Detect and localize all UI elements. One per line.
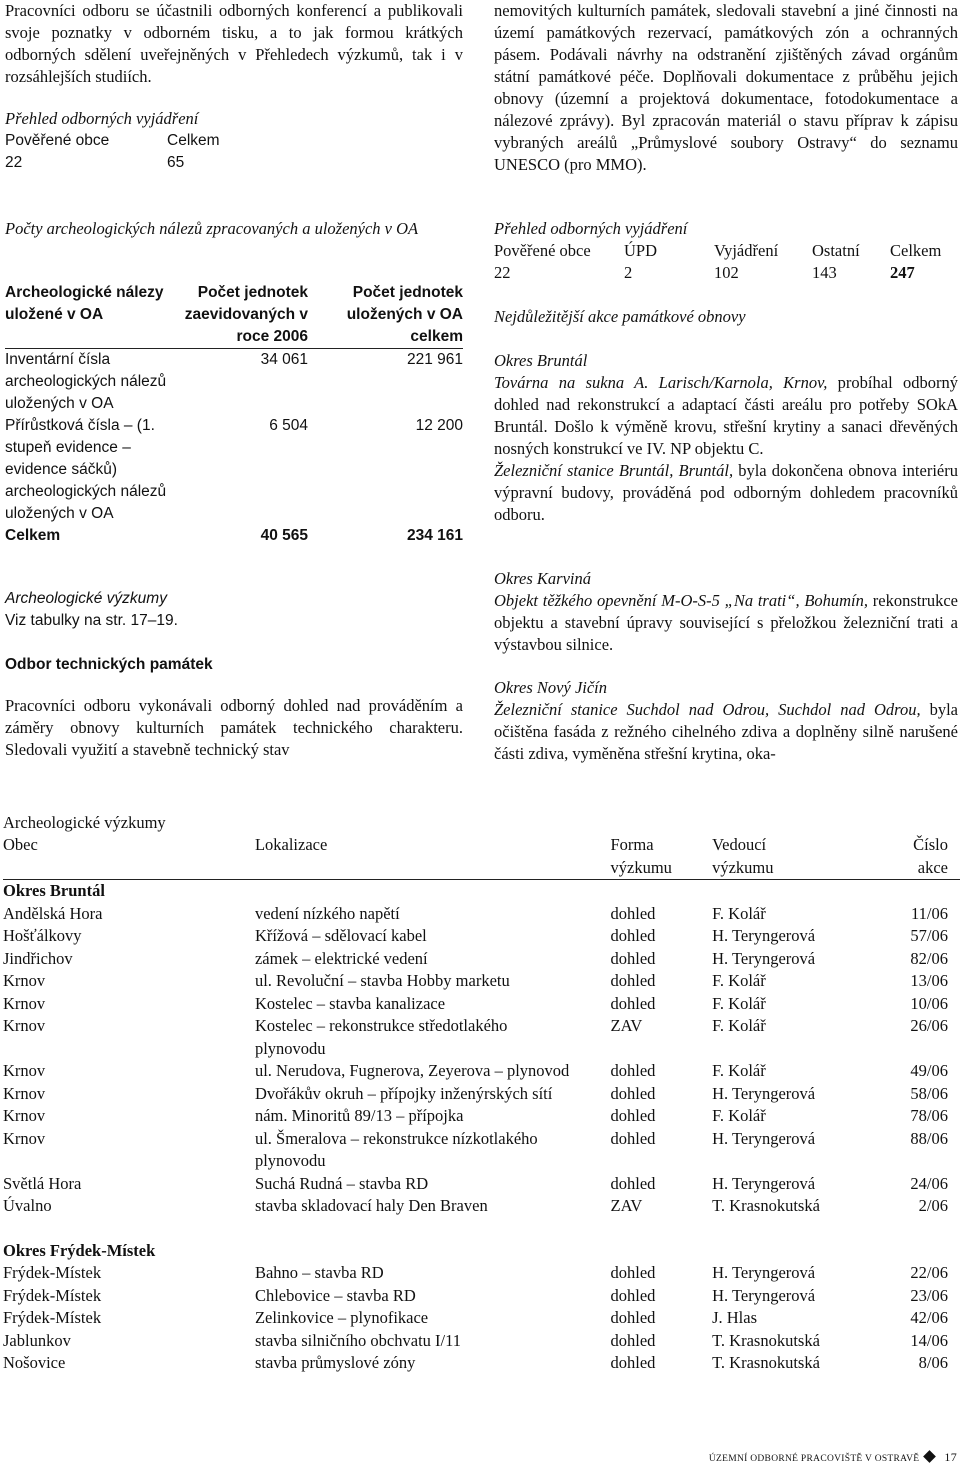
arch-title-left: Archeologické výzkumy (5, 590, 167, 607)
cell-lok: ul. Šmeralova – rekonstrukce nízkotlakého plynovodu (254, 1128, 538, 1170)
cell-cislo: 11/06 (911, 903, 948, 923)
cont-paragraph: nemovitých kulturních památek, sledovali stavební a jiné činnosti na území památkových rezervací, památkových zón a ochranných pásem. Podávali návrhy na odstranění zjištěných závad orgánům státní památkové péče. Doplňovali dokumentace z průběhu jejich obnovy (územní a projektová dokumentace, fotodokumentace a nálezové zprávy). Byl zpracován materiál o stavu příprav k zápisu vybraných areálů „Průmyslové soubory Ostravy“ do seznamu UNESCO (pro MMO). (494, 1, 958, 174)
cell-ved: F. Kolář (712, 1016, 766, 1035)
cell-cislo: 26/06 (910, 1016, 948, 1035)
cell-forma: dohled (610, 1285, 656, 1305)
cell-obec: Krnov (3, 1128, 46, 1148)
cell-obec: Světlá Hora (3, 1173, 82, 1193)
prehled-r-v3: 102 (714, 263, 739, 282)
oa-row (5, 349, 463, 416)
hdr-vedouci (712, 834, 864, 880)
district-cell: Okres Frýdek-Místek (3, 1240, 156, 1260)
cell-ved: H. Teryngerová (712, 1285, 816, 1305)
cell-ved: H. Teryngerová (712, 926, 816, 945)
hdr-forma (611, 834, 713, 880)
left-column (5, 0, 463, 759)
cell-cislo: 14/06 (910, 1330, 948, 1350)
prehled-v1: 22 (5, 154, 23, 171)
table-row (3, 903, 960, 926)
cell-cislo: 57/06 (910, 926, 948, 945)
cell-ved: F. Kolář (712, 1106, 766, 1125)
hdr-cislo-2: akce (917, 857, 948, 877)
table-row (3, 1307, 960, 1330)
akce-item (494, 590, 958, 656)
cell-lok: ul. Nerudova, Fugnerova, Zeyerova – plynovod (254, 1061, 570, 1080)
cell-forma: dohled (610, 1308, 656, 1327)
oa-row-b: 221 961 (406, 351, 463, 368)
cell-lok: vedení nízkého napětí (254, 903, 400, 923)
arch-text-left: Viz tabulky na str. 17–19. (5, 612, 178, 629)
oa-table (5, 282, 463, 547)
right-column (494, 0, 958, 763)
tech-paragraph: Pracovníci odboru vykonávali odborný dohled nad prováděním a záměry obnovy kulturních památek technického charakteru. Sledovali využití a stavebně technický stav (5, 696, 463, 759)
table-row (3, 1015, 960, 1060)
cell-cislo: 10/06 (910, 993, 948, 1013)
cell-ved: H. Teryngerová (712, 1173, 816, 1193)
akce-item-text: byla dokončena obnova interiéru výpravní budovy, prováděná pod odborným dohledem pracovníků odboru. (494, 461, 958, 524)
cell-forma: dohled (610, 1173, 656, 1193)
oa-row-a: 34 061 (260, 351, 308, 368)
akce-title: Nejdůležitější akce památkové obnovy (494, 307, 746, 326)
cell-obec: Krnov (3, 1106, 46, 1125)
cell-ved: F. Kolář (712, 971, 766, 990)
cell-lok: zámek – elektrické vedení (254, 948, 428, 968)
table-row (3, 1173, 960, 1196)
akce-item (494, 699, 958, 765)
cell-obec: Krnov (3, 1061, 46, 1080)
footer-text: ÚZEMNÍ ODBORNÉ PRACOVIŠTĚ V OSTRAVĚ (708, 1454, 920, 1464)
akce-item-title: Železniční stanice Suchdol nad Odrou, Suchdol nad Odrou, (494, 700, 921, 719)
cell-cislo: 58/06 (910, 1083, 948, 1103)
cell-cislo: 8/06 (918, 1353, 948, 1372)
table-row (3, 1195, 960, 1218)
cell-cislo: 82/06 (910, 948, 948, 968)
oa-row (5, 415, 463, 525)
prehled-title-left: Přehled odborných vyjádření (5, 109, 199, 128)
cell-forma: dohled (610, 1083, 656, 1103)
cell-ved: F. Kolář (712, 903, 766, 923)
oa-row-label: Přírůstková čísla – (1. stupeň evidence – evidence sáčků) archeologických nálezů uložených v OA (5, 417, 167, 522)
cell-forma: dohled (610, 1330, 656, 1350)
cell-obec: Frýdek-Místek (3, 1308, 102, 1327)
cell-cislo: 88/06 (910, 1128, 948, 1148)
district-row (3, 1240, 960, 1263)
cell-forma: dohled (610, 1353, 656, 1372)
prehled-r-v1: 22 (494, 263, 511, 282)
cell-lok: Dvořákův okruh – přípojky inženýrských sítí (254, 1083, 553, 1103)
prehled-r-h3: Vyjádření (714, 241, 779, 260)
cell-forma: ZAV (610, 1016, 643, 1035)
group-spacer (3, 1218, 960, 1240)
oa-row-label: Inventární čísla archeologických nálezů uložených v OA (5, 351, 167, 412)
prehled-r-h1: Pověřené obce (494, 241, 591, 260)
district-heading: Okres Karviná (494, 569, 592, 588)
intro-paragraph: Pracovníci odboru se účastnili odborných konferencí a publikovali svoje poznatky v odborném tisku, a to jak formou krátkých odborných sdělení uveřejněných v Přehledech výzkumů, tak i v rozsáhlejších studiích. (5, 1, 463, 86)
cell-obec: Jablunkov (3, 1330, 71, 1350)
akce-item-title: Objekt těžkého opevnění M-O-S-5 „Na trati“, Bohumín, (494, 591, 869, 610)
prehled-h2: Celkem (167, 132, 220, 149)
hdr-lokalizace: Lokalizace (255, 834, 611, 880)
cell-obec: Nošovice (3, 1353, 66, 1372)
cell-forma: dohled (610, 1106, 656, 1125)
cell-lok: stavba silničního obchvatu I/11 (254, 1330, 461, 1350)
oa-total-a: 40 565 (260, 527, 308, 544)
cell-lok: Chlebovice – stavba RD (254, 1285, 416, 1305)
oa-table-header (5, 282, 463, 349)
excavations-header-row (3, 834, 960, 880)
district-heading: Okres Bruntál (494, 351, 588, 370)
cell-forma: ZAV (610, 1196, 643, 1215)
cell-obec: Frýdek-Místek (3, 1285, 102, 1305)
table-row (3, 1330, 960, 1353)
prehled-v2: 65 (167, 154, 185, 171)
hdr-cislo (864, 834, 960, 880)
hdr-vedouci-1: Vedoucí (712, 835, 767, 854)
akce-item-title: Železniční stanice Bruntál, Bruntál, (494, 461, 734, 480)
akce-item-text: probíhal odborný dohled nad rekonstrukcí a adaptací části areálu pro potřeby SOkA Bruntál. Došlo k výměně krovu, střešní krytiny a sanaci dřevěných nosných konstrukcí ve IV. NP objektu C. (494, 373, 958, 458)
table-row (3, 993, 960, 1016)
cell-ved: T. Krasnokutská (712, 1196, 820, 1215)
cell-forma: dohled (610, 926, 656, 945)
cell-forma: dohled (610, 1263, 656, 1282)
cell-ved: J. Hlas (712, 1308, 757, 1327)
cell-lok: stavba skladovací haly Den Braven (254, 1196, 488, 1215)
akce-item-text: byla očištěna fasáda z režného cihelného zdiva a doplněny silně narušené části zdiva, vyměněna střešní krytina, oka- (494, 700, 958, 763)
tech-title: Odbor technických památek (5, 656, 213, 673)
cell-forma: dohled (610, 948, 656, 968)
district-row (3, 880, 960, 903)
hdr-forma-2: výzkumu (610, 857, 672, 877)
cell-ved: F. Kolář (712, 1061, 766, 1080)
hdr-cislo-1: Číslo (913, 835, 948, 854)
prehled-r-h4: Ostatní (812, 241, 860, 260)
cell-ved: H. Teryngerová (712, 1128, 816, 1148)
section-bruntal (494, 350, 958, 526)
cell-lok: stavba průmyslové zóny (254, 1353, 416, 1372)
cell-obec: Andělská Hora (3, 903, 103, 923)
prehled-title-right: Přehled odborných vyjádření (494, 219, 688, 238)
table-row (3, 948, 960, 971)
cell-cislo: 23/06 (910, 1285, 948, 1305)
section-novy-jicin (494, 677, 958, 765)
cell-obec: Krnov (3, 971, 46, 990)
cell-lok: nám. Minoritů 89/13 – přípojka (254, 1106, 464, 1125)
cell-obec: Krnov (3, 993, 46, 1013)
cell-cislo: 13/06 (910, 971, 948, 990)
cell-lok: Suchá Rudná – stavba RD (254, 1173, 429, 1193)
table-row (3, 1060, 960, 1083)
prehled-r-v5: 247 (890, 263, 915, 282)
cell-obec: Krnov (3, 1083, 46, 1103)
cell-cislo: 78/06 (910, 1106, 948, 1125)
oa-header-label: Archeologické nálezy uložené v OA (5, 282, 180, 349)
hdr-vedouci-2: výzkumu (712, 857, 774, 877)
section-karvina (494, 568, 958, 656)
table-row (3, 1262, 960, 1285)
oa-header-2006: Počet jednotek zaevidovaných v roce 2006 (180, 282, 308, 349)
cell-ved: T. Krasnokutská (712, 1330, 820, 1350)
district-heading: Okres Nový Jičín (494, 678, 608, 697)
table-row (3, 1083, 960, 1106)
cell-forma: dohled (610, 903, 656, 923)
cell-lok: ul. Revoluční – stavba Hobby marketu (254, 971, 510, 990)
cell-ved: H. Teryngerová (712, 1083, 816, 1103)
cell-forma: dohled (610, 993, 656, 1013)
akce-item-text: rekonstrukce objektu a stavební úpravy související s přeložkou železniční trati a výstavbou silnice. (494, 591, 958, 654)
akce-item-title: Továrna na sukna A. Larisch/Karnola, Krnov, (494, 373, 828, 392)
cell-lok: Bahno – stavba RD (254, 1263, 384, 1282)
cell-ved: H. Teryngerová (712, 948, 816, 968)
cell-cislo: 49/06 (910, 1061, 948, 1080)
oa-row-a: 6 504 (269, 417, 308, 434)
diamond-icon (924, 1450, 937, 1463)
cell-lok: Kostelec – stavba kanalizace (254, 993, 446, 1013)
excavations-block (3, 812, 960, 1375)
cell-cislo: 2/06 (918, 1196, 948, 1215)
table-row (3, 1352, 960, 1375)
akce-item (494, 460, 958, 526)
cell-ved: H. Teryngerová (712, 1263, 816, 1282)
cell-obec: Jindřichov (3, 948, 73, 968)
cell-cislo: 24/06 (910, 1173, 948, 1193)
cell-forma: dohled (610, 971, 656, 990)
oa-total-label: Celkem (5, 527, 61, 544)
oa-row-b: 12 200 (415, 417, 463, 434)
prehled-r-v4: 143 (812, 263, 837, 282)
table-row (3, 1285, 960, 1308)
prehled-h1: Pověřené obce (5, 132, 110, 149)
cell-cislo: 42/06 (910, 1308, 948, 1327)
cell-forma: dohled (610, 1128, 656, 1148)
oa-header-celkem: Počet jednotek uložených v OA celkem (308, 282, 463, 349)
prehled-r-h5: Celkem (890, 241, 942, 260)
district-cell: Okres Bruntál (3, 880, 960, 903)
oa-total-row (5, 525, 463, 547)
cell-ved: F. Kolář (712, 993, 766, 1013)
excavations-table (3, 834, 960, 1375)
oa-total-b: 234 161 (406, 527, 463, 544)
cell-ved: T. Krasnokutská (712, 1353, 820, 1372)
cell-obec: Krnov (3, 1016, 46, 1035)
cell-cislo: 22/06 (910, 1263, 948, 1282)
prehled-r-h2: ÚPD (624, 241, 658, 260)
page-footer (709, 1450, 957, 1465)
prehled-r-v2: 2 (624, 263, 633, 282)
cell-lok: Kostelec – rekonstrukce středotlakého plynovodu (254, 1016, 508, 1058)
akce-item (494, 372, 958, 460)
excavations-title: Archeologické výzkumy (3, 813, 166, 832)
hdr-forma-1: Forma (610, 835, 654, 854)
cell-obec: Úvalno (3, 1196, 52, 1215)
cell-lok: Zelinkovice – plynofikace (254, 1308, 429, 1327)
cell-forma: dohled (610, 1061, 656, 1080)
table-row (3, 1128, 960, 1173)
page-number: 17 (944, 1450, 957, 1464)
cell-obec: Frýdek-Místek (3, 1263, 102, 1282)
table-row (3, 1105, 960, 1128)
pocty-title: Počty archeologických nálezů zpracovaných a uložených v OA (5, 219, 419, 238)
hdr-obec: Obec (3, 834, 255, 880)
cell-obec: Hošťálkovy (3, 926, 82, 945)
table-row (3, 925, 960, 948)
table-row (3, 970, 960, 993)
cell-lok: Křížová – sdělovací kabel (254, 926, 427, 945)
